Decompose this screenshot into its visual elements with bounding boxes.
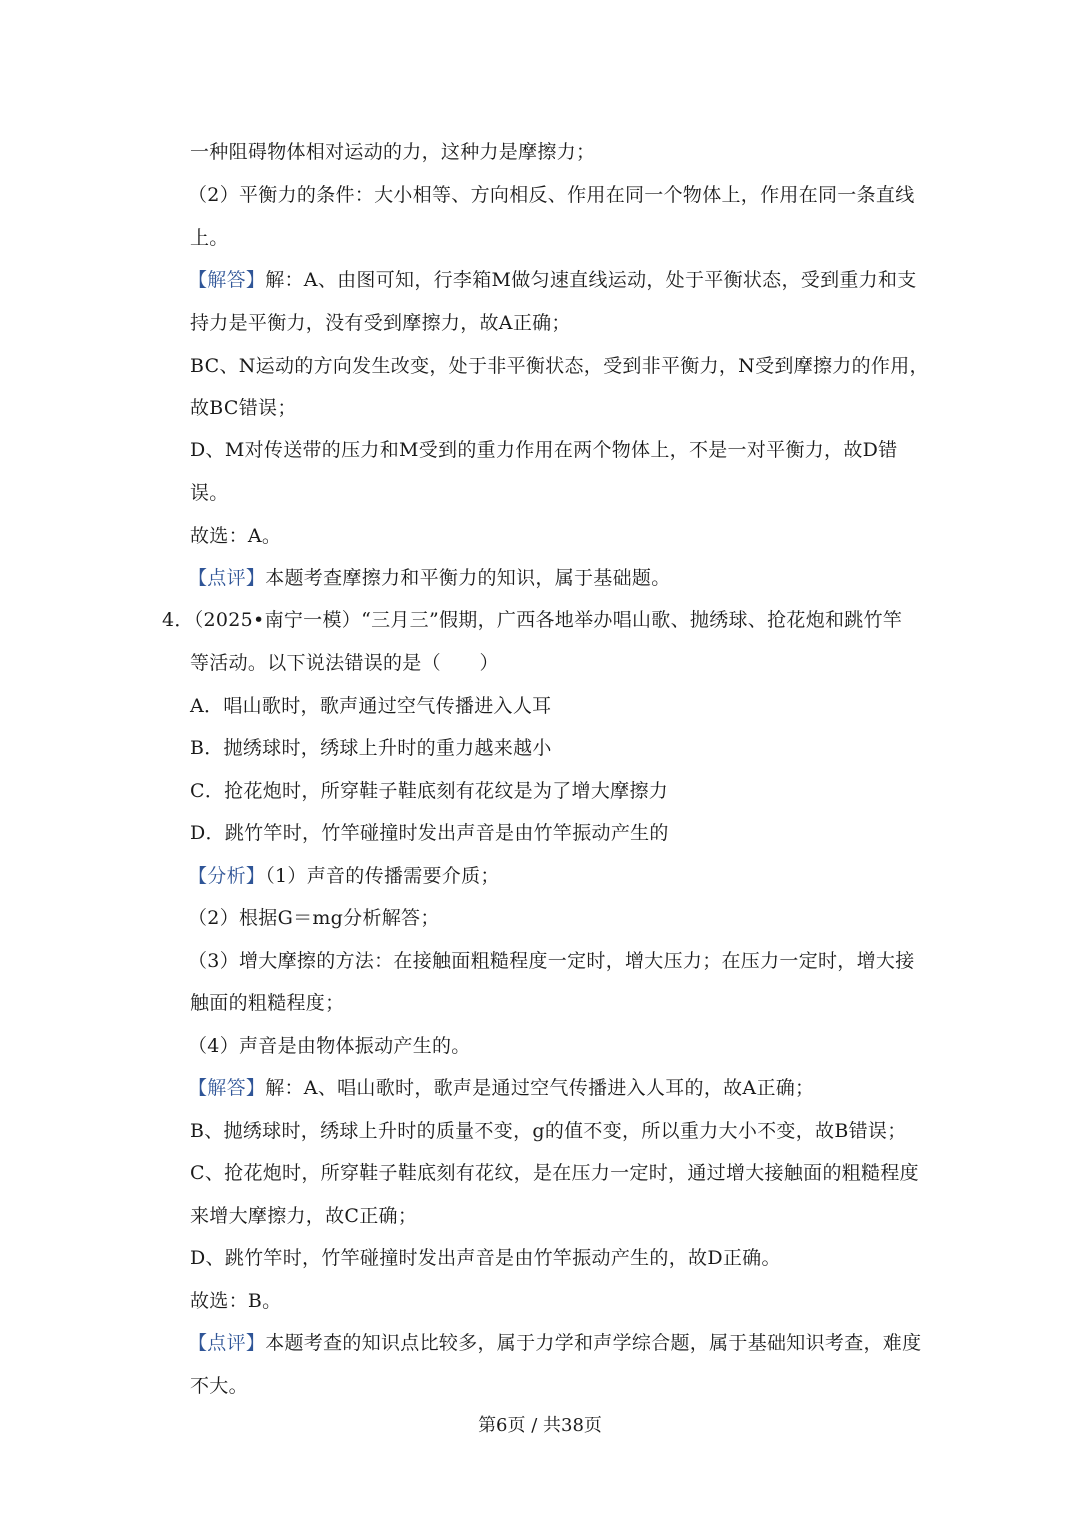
text-line: BC、N运动的方向发生改变，处于非平衡状态，受到非平衡力，N受到摩擦力的作用，: [190, 355, 929, 377]
text-line: 触面的粗糙程度；: [190, 992, 345, 1014]
analysis-text: （1）声音的传播需要介质；: [265, 865, 500, 887]
page-footer: 第6页 / 共38页: [478, 1415, 602, 1436]
solution-line: [188, 1076, 814, 1100]
review-text: 本题考查摩擦力和平衡力的知识，属于基础题。: [265, 567, 671, 589]
solution-text: 解：A、唱山歌时，歌声是通过空气传播进入人耳的，故A正确；: [265, 1077, 815, 1099]
solution-tag: 【解答】: [188, 1077, 266, 1099]
text-line: 故BC错误；: [190, 397, 297, 419]
text-line: D、M对传送带的压力和M受到的重力作用在两个物体上，不是一对平衡力，故D错: [190, 439, 898, 461]
option-d: D．跳竹竿时，竹竿碰撞时发出声音是由竹竿振动产生的: [190, 822, 669, 844]
text-line: D、跳竹竿时，竹竿碰撞时发出声音是由竹竿振动产生的，故D正确。: [190, 1247, 781, 1269]
review-line: [188, 1331, 921, 1355]
solution-line: [188, 268, 917, 292]
option-b: B．抛绣球时，绣球上升时的重力越来越小: [190, 737, 552, 759]
text-line: C、抢花炮时，所穿鞋子鞋底刻有花纹，是在压力一定时，通过增大接触面的粗糙程度: [190, 1162, 919, 1184]
text-line: （4）声音是由物体振动产生的。: [188, 1035, 471, 1057]
text-line: 上。: [190, 227, 229, 249]
question-text: （2025•南宁一模）“三月三”假期，广西各地举办唱山歌、抛绣球、抢花炮和跳竹竿: [193, 609, 903, 631]
review-line: [188, 566, 671, 590]
question-number: 4．: [162, 609, 194, 631]
text-line: （2）根据G＝mg分析解答；: [188, 907, 440, 929]
text-line: （2）平衡力的条件：大小相等、方向相反、作用在同一个物体上，作用在同一条直线: [188, 184, 915, 206]
analysis-tag: 【分析】: [188, 865, 266, 887]
text-line: B、抛绣球时，绣球上升时的质量不变，g的值不变，所以重力大小不变，故B错误；: [190, 1120, 907, 1142]
text-line: 误。: [190, 482, 229, 504]
option-a: A．唱山歌时，歌声通过空气传播进入人耳: [190, 695, 552, 717]
solution-text: 解：A、由图可知，行李箱M做匀速直线运动，处于平衡状态，受到重力和支: [265, 269, 917, 291]
review-tag: 【点评】: [188, 567, 266, 589]
review-text: 本题考查的知识点比较多，属于力学和声学综合题，属于基础知识考查，难度: [265, 1332, 922, 1354]
review-tag: 【点评】: [188, 1332, 266, 1354]
solution-tag: 【解答】: [188, 269, 266, 291]
option-c: C．抢花炮时，所穿鞋子鞋底刻有花纹是为了增大摩擦力: [190, 780, 669, 802]
text-line: 不大。: [190, 1375, 248, 1397]
text-line: 来增大摩擦力，故C正确；: [190, 1205, 418, 1227]
text-line: 等活动。以下说法错误的是（ ）: [190, 652, 499, 674]
text-line: 一种阻碍物体相对运动的力，这种力是摩擦力；: [190, 141, 596, 163]
text-line: （3）增大摩擦的方法：在接触面粗糙程度一定时，增大压力；在压力一定时，增大接: [188, 950, 915, 972]
answer-line: 故选：B。: [190, 1290, 282, 1312]
analysis-line: [188, 864, 500, 888]
answer-line: 故选：A。: [190, 525, 282, 547]
question-stem: [162, 608, 902, 632]
text-line: 持力是平衡力，没有受到摩擦力，故A正确；: [190, 312, 571, 334]
